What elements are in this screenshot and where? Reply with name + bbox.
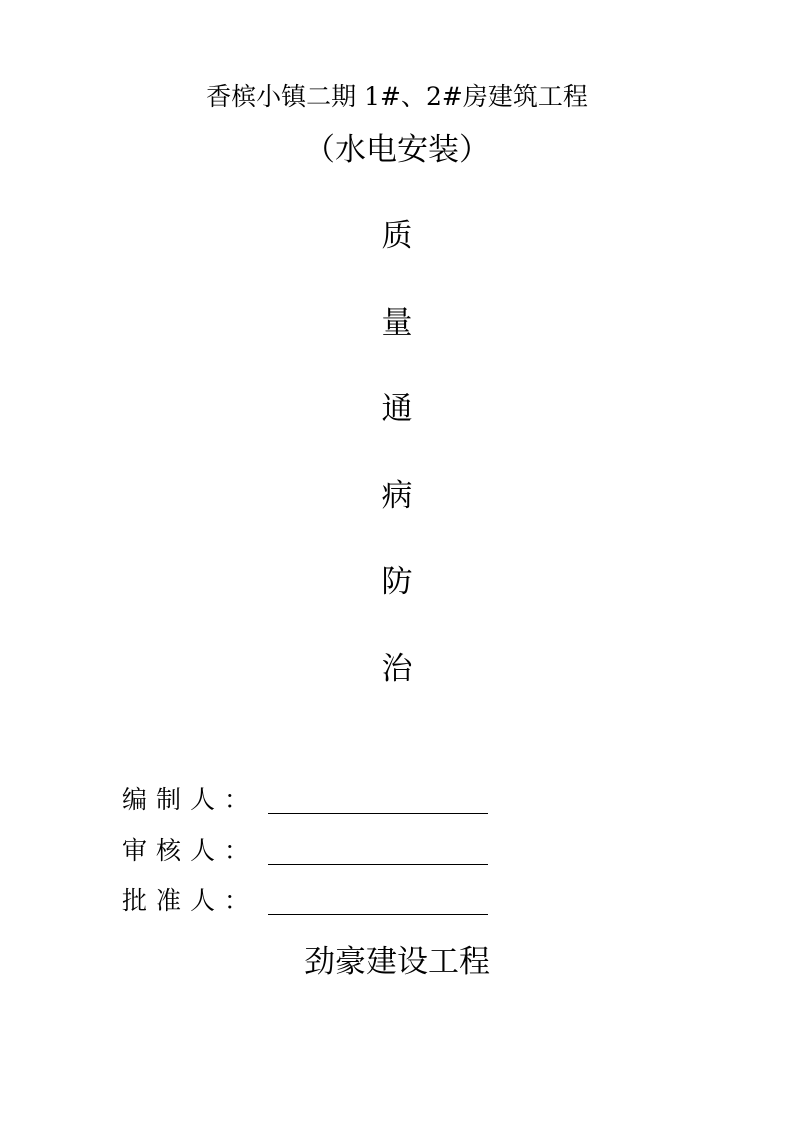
vertical-title-char-6: 治 <box>381 651 413 687</box>
signature-label-approver: 批准人： <box>122 886 259 915</box>
signature-line-reviewer <box>268 864 488 865</box>
signature-label-editor: 编制人： <box>122 785 259 814</box>
vertical-title-char-1: 质 <box>381 218 413 254</box>
signature-line-editor <box>268 813 488 814</box>
project-subtitle: （水电安装） <box>304 132 490 168</box>
vertical-title-char-4: 病 <box>381 478 413 514</box>
vertical-title-char-2: 量 <box>381 305 413 341</box>
project-title: 香槟小镇二期 1#、2#房建筑工程 <box>206 82 588 111</box>
signature-row-editor <box>122 783 502 819</box>
vertical-title-char-3: 通 <box>381 391 413 427</box>
vertical-title-char-5: 防 <box>381 564 413 600</box>
signature-row-reviewer <box>122 834 502 870</box>
signature-line-approver <box>268 914 488 915</box>
signature-row-approver <box>122 884 502 920</box>
signature-label-reviewer: 审核人： <box>122 836 259 865</box>
company-name: 劲豪建设工程 <box>304 944 490 980</box>
